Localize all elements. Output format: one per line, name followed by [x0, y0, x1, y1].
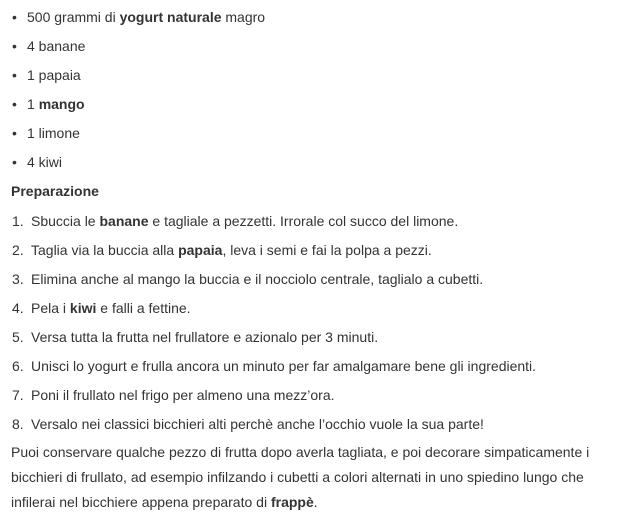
step-item: 6. Unisci lo yogurt e frulla ancora un minuto per far amalgamare bene gli ingredienti. [12, 358, 537, 374]
step-item: 2. Taglia via la buccia alla papaia, leva i semi e fai la polpa a pezzi. [12, 242, 432, 258]
preparation-heading: Preparazione [11, 183, 99, 199]
preparation-steps-list [11, 211, 612, 443]
bullet-icon: • [12, 96, 17, 112]
step-item: 1. Sbuccia le banane e tagliale a pezzetti. Irrorale col succo del limone. [12, 213, 459, 229]
step-number: 5. [12, 329, 24, 345]
step-number: 1. [12, 213, 24, 229]
ingredient-item: • 4 banane [12, 38, 86, 54]
ingredients-list [11, 0, 612, 181]
bullet-icon: • [12, 67, 17, 83]
step-number: 3. [12, 271, 24, 287]
bullet-icon: • [12, 125, 17, 141]
step-number: 2. [12, 242, 24, 258]
step-number: 6. [12, 358, 24, 374]
step-number: 4. [12, 300, 24, 316]
ingredient-item: • 1 papaia [12, 67, 81, 83]
bullet-icon: • [12, 9, 17, 25]
step-item: 3. Elimina anche al mango la buccia e il nocciolo centrale, taglialo a cubetti. [12, 271, 484, 287]
step-item: 4. Pela i kiwi e falli a fettine. [12, 300, 191, 316]
ingredient-item: • 500 grammi di yogurt naturale magro [12, 9, 266, 25]
bullet-icon: • [12, 38, 17, 54]
step-item: 7. Poni il frullato nel frigo per almeno una mezz’ora. [12, 387, 335, 403]
step-number: 8. [12, 416, 24, 432]
ingredient-item: • 1 limone [12, 125, 80, 141]
bullet-icon: • [12, 154, 17, 170]
ingredient-item: • 4 kiwi [12, 154, 63, 170]
ingredient-item: • 1 mango [12, 96, 85, 112]
step-item: 8. Versalo nei classici bicchieri alti perchè anche l’occhio vuole la sua parte! [12, 416, 484, 432]
step-number: 7. [12, 387, 24, 403]
closing-paragraph: Puoi conservare qualche pezzo di frutta dopo averla tagliata, e poi decorare simpaticamente i bicchieri di frullato, ad esempio infilzando i cubetti a colori alternati in uno spiedino lungo che infilerai nel bicchiere appena preparato di frappè. [11, 444, 590, 510]
step-item: 5. Versa tutta la frutta nel frullatore e azionalo per 3 minuti. [12, 329, 379, 345]
